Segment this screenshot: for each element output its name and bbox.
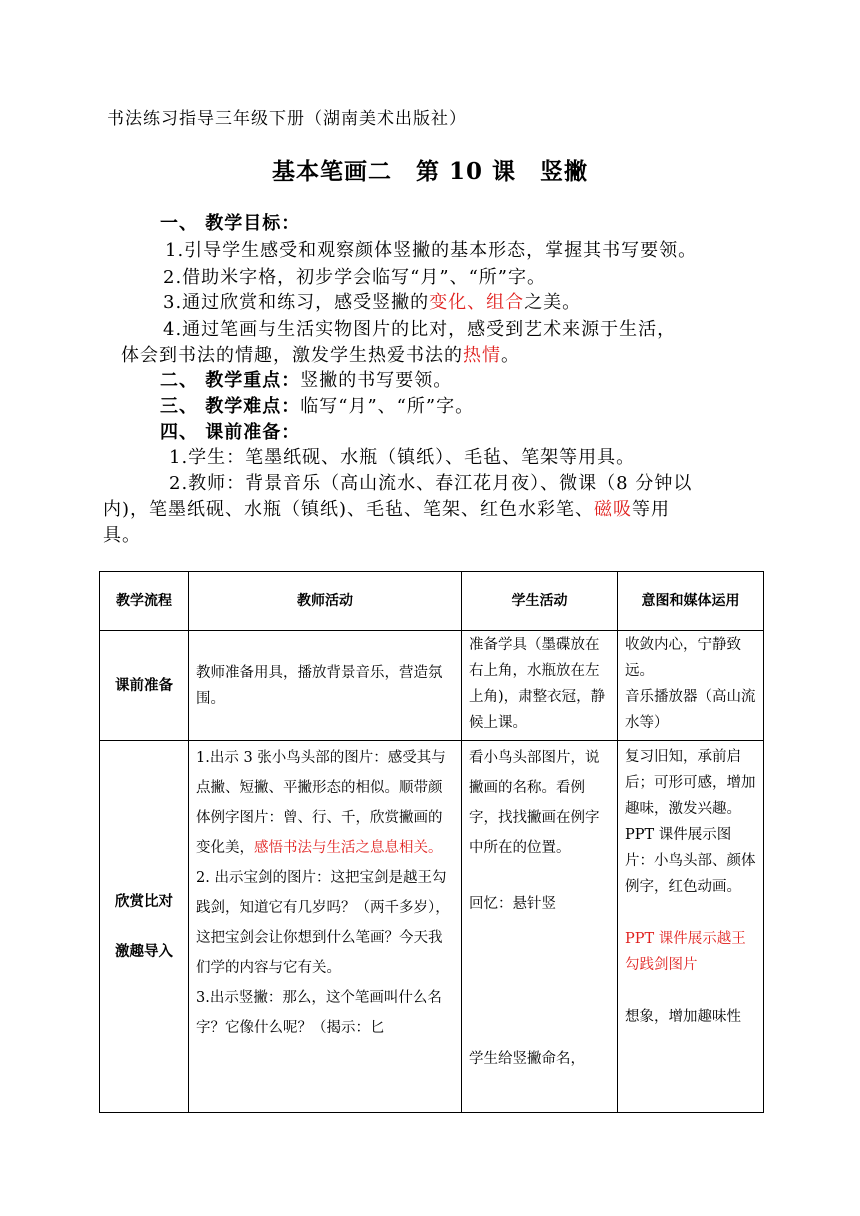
difficulty [160,392,474,418]
row1-label: 课前准备 [100,631,189,741]
row2-student-p3: 学生给竖撇命名， [469,1051,585,1067]
row2-intent [618,741,764,1113]
row2-label [100,741,189,1113]
prep-2-line2 [103,495,670,521]
spacer [625,978,756,1004]
goal-3-a: 3.通过欣赏和练习，感受竖撇的 [163,292,430,313]
key-text: 竖撇的书写要领。 [300,370,453,391]
goal-3 [163,288,581,314]
row2-teacher-highlight: 感悟书法与生活之息息相关。 [254,840,443,856]
goal-2: 2.借助米字格，初步学会临写“月”、“所”字。 [163,267,546,288]
goal-3-highlight: 变化、组合 [429,292,525,313]
row2-intent-p4: 想象，增加趣味性 [625,1009,741,1025]
goal-3-b: 之美。 [524,292,582,313]
row1-intent-p2: 音乐播放器（高山流水等） [625,689,756,731]
col-header-flow: 教学流程 [100,572,189,631]
col-header-teacher: 教师活动 [189,572,462,631]
goals-heading: 一、 教学目标： [160,213,301,234]
col-header-student: 学生活动 [462,572,618,631]
prep-2-line1: 2.教师：背景音乐（高山流水、春江花月夜）、微课（8 分钟以 [169,473,693,494]
row2-student [462,741,618,1113]
goal-4-highlight: 热情 [463,345,501,366]
page-title: 基本笔画二 第 10 课 竖撇 [271,158,589,185]
col-header-intent: 意图和媒体运用 [618,572,764,631]
row2-label-line1: 欣赏比对 [115,893,173,910]
spacer [625,900,756,926]
row2-teacher-p1 [196,743,454,863]
row2-label-line2: 激趣导入 [115,943,173,960]
row1-teacher [189,631,462,741]
row2-teacher-p2: 2. 出示宝剑的图片：这把宝剑是越王勾践剑，知道它有几岁吗？（两千多岁），这把宝剑会让你想到什么笔画？今天我们学的内容与它有关。 [196,870,450,976]
key-label: 二、 教学重点： [160,370,301,391]
row1-student-text: 准备学具（墨碟放在右上角，水瓶放在左上角)，肃整衣冠，静候上课。 [469,637,606,731]
goal-4-line1: 4.通过笔画与生活实物图片的比对，感受到艺术来源于生活， [163,319,677,340]
row2-teacher [189,741,462,1113]
row1-intent-p1: 收敛内心，宁静致远。 [625,637,741,679]
goal-4-a: 体会到书法的情趣，激发学生热爱书法的 [121,345,463,366]
prep-2-a: 内)，笔墨纸砚、水瓶（镇纸)、毛毡、笔架、红色水彩笔、 [103,499,595,520]
row2-intent-p1: 复习旧知，承前启后；可形可感，增加趣味，激发兴趣。 [625,749,756,817]
key-point [160,366,452,392]
goal-4-b: 。 [501,345,520,366]
row2-student-p1: 看小鸟头部图片，说撇画的名称。看例字，找找撇画在例字中所在的位置。 [469,750,600,856]
row1-teacher-text: 教师准备用具，播放背景音乐，营造氛围。 [196,664,443,707]
prep-2-b: 等用 [632,499,671,520]
row2-intent-p3: PPT 课件展示越王勾践剑图片 [625,931,746,973]
row2-intent-p2: PPT 课件展示图片：小鸟头部、颜体例字，红色动画。 [625,827,756,895]
row2-student-p2: 回忆：悬针竖 [469,896,556,912]
header-text: 书法练习指导三年级下册（湖南美术出版社） [107,109,467,129]
diff-label: 三、 教学难点： [160,396,301,417]
prep-2-line3: 具。 [103,525,141,546]
goal-1: 1.引导学生感受和观察颜体竖撇的基本形态，掌握其书写要领。 [165,240,698,261]
row2-teacher-p3: 3.出示竖撇：那么，这个笔画叫什么名字？它像什么呢？（揭示：匕 [196,990,442,1036]
lesson-plan-table [99,571,764,1113]
spacer [469,863,610,889]
prep-1: 1.学生：笔墨纸砚、水瓶（镇纸）、毛毡、笔架等用具。 [169,447,636,468]
goal-4-line2 [121,341,520,367]
table-header-row [100,572,764,631]
table-row [100,631,764,741]
prep-heading: 四、 课前准备： [160,422,301,443]
prep-2-highlight: 磁吸 [594,499,633,520]
row2-teacher-p1-a: 1.出示 3 张小鸟头部的图片：感受其与点撇、短撇、平撇形态的相似。顺带颜体例字图片：曾、行、千，欣赏撇画的变化美， [196,750,446,856]
spacer [469,919,610,1044]
row1-student [462,631,618,741]
table-row [100,741,764,1113]
diff-text: 临写“月”、“所”字。 [300,396,475,417]
row1-intent [618,631,764,741]
